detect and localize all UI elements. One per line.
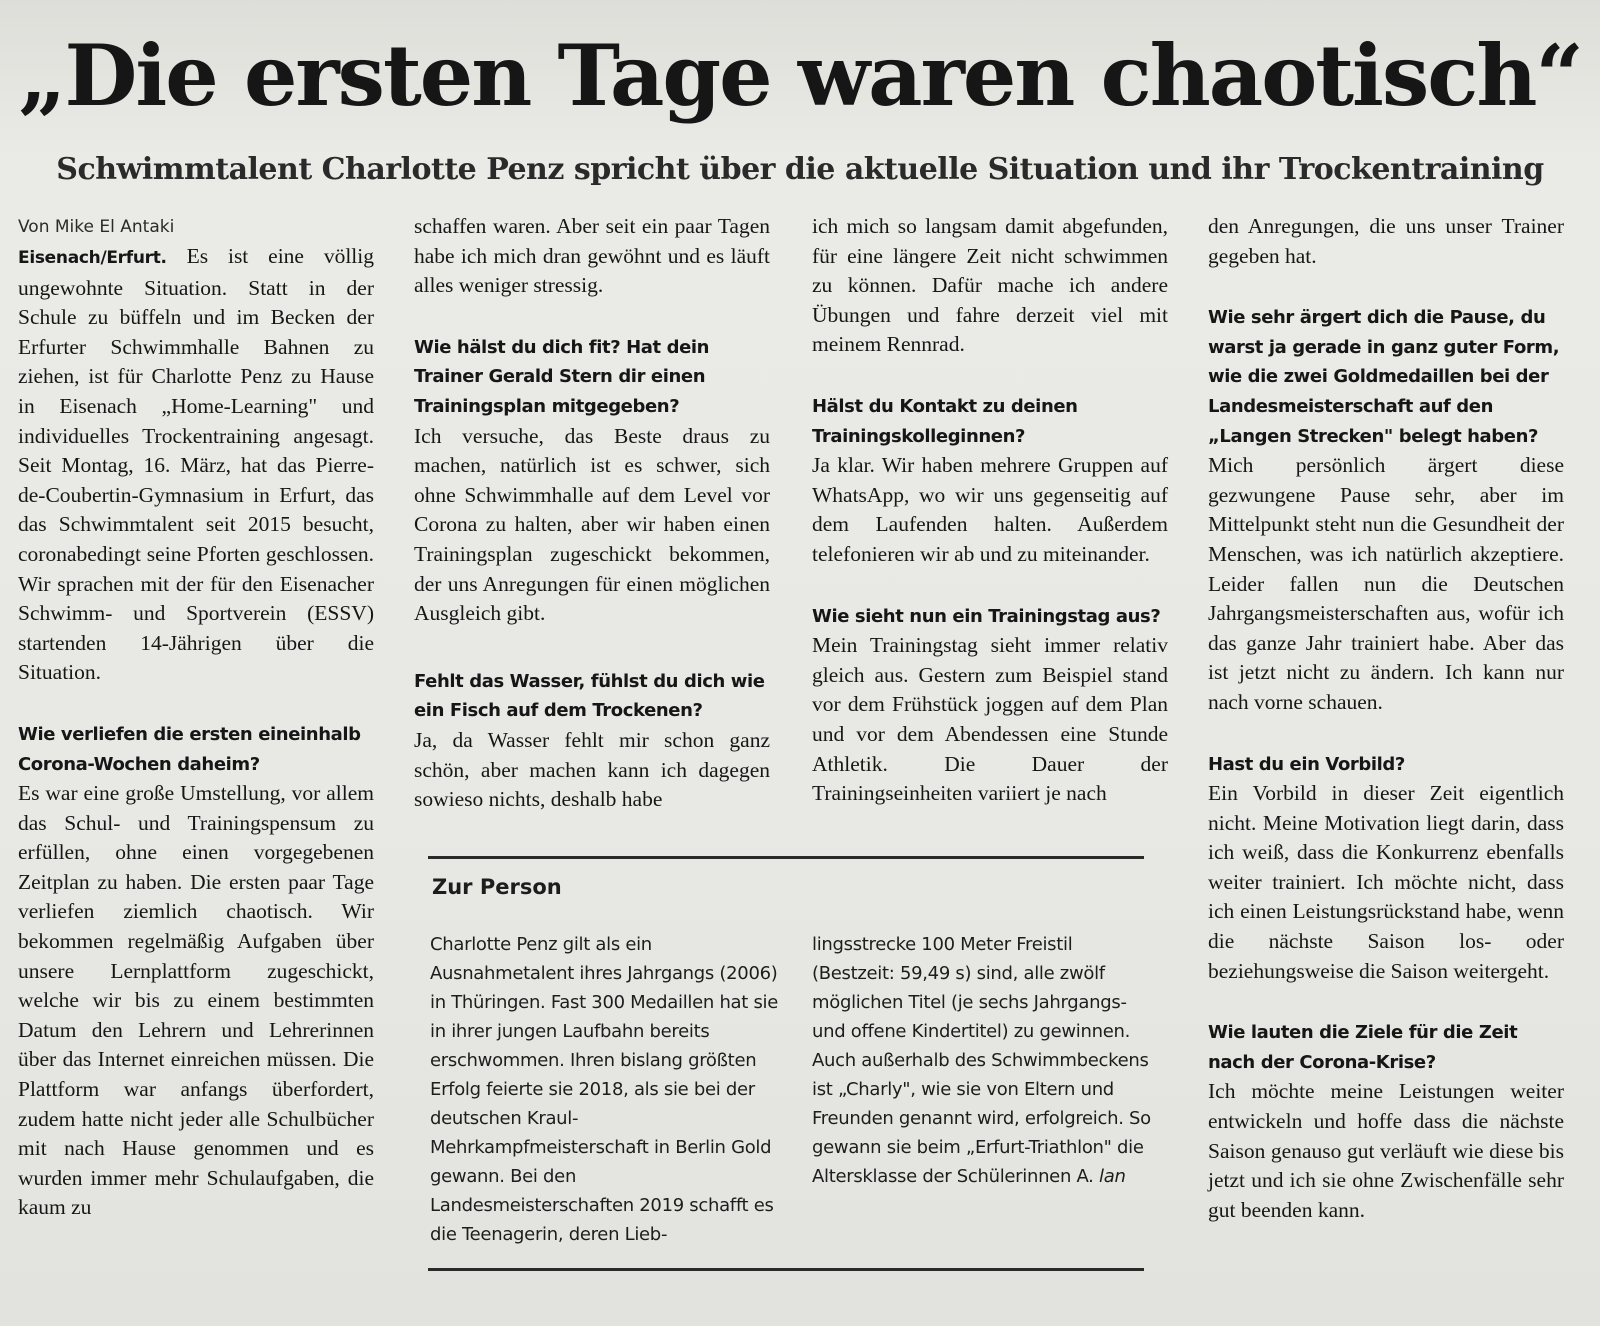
question-3: Fehlt das Wasser, fühlst du dich wie ein Fisch auf dem Trockenen? — [414, 670, 765, 722]
question-6: Wie sehr ärgert dich die Pause, du warst ja gerade in ganz guter Form, wie die zwei Goldmedaillen bei der Landesmeisterschaft auf den „Langen Strecken" belegt haben? — [1208, 307, 1560, 447]
question-8: Wie lauten die Ziele für die Zeit nach der Corona-Krise? — [1208, 1022, 1518, 1073]
answer-7: Ein Vorbild in dieser Zeit eigentlich nicht. Meine Motivation liegt darin, dass ich weiß, dass die Konkurrenz ebenfalls weiter trainiert. Ich möchte nicht, dass ich einen Leistungsrückstand habe, wenn die nächste Saison los- oder beziehungsweise die Saison weitergeht. — [1208, 781, 1564, 983]
article-column-3 — [812, 212, 1168, 809]
answer-3: Ja, da Wasser fehlt mir schon ganz schön, aber machen kann ich dagegen sowieso nichts, deshalb habe — [414, 727, 770, 812]
answer-3-continued: ich mich so langsam damit abgefunden, für eine längere Zeit nicht schwimmen zu können. Dafür mache ich andere Übungen und fahre derzeit viel mit meinem Rennrad. — [812, 214, 1168, 357]
headline: „Die ersten Tage waren chaotisch“ — [18, 26, 1582, 125]
info-box-text-2b-paragraph — [812, 1046, 1152, 1191]
dateline: Eisenach/Erfurt. — [18, 248, 167, 268]
intro-text: Es ist eine völlig ungewohnte Situation. Statt in der Schule zu büffeln und im Becken der Erfurter Schwimmhalle Bahnen zu ziehen, ist für Charlotte Penz zu Hause in Eisenach „Home-Learning" und individuelles Trockentraining angesagt. Seit Montag, 16. März, hat das Pierre-de-Coubertin-Gymnasium in Erfurt, das das Schwimmtalent seit 2015 besucht, coronabedingt seine Pforten geschlossen. Wir sprachen mit der für den Eisenacher Schwimm- und Sportverein (ESSV) startenden 14-Jährigen über die Situation. — [18, 244, 374, 685]
info-box-text-1: Charlotte Penz gilt als ein Ausnahmetalent ihres Jahrgangs (2006) in Thüringen. Fast 300 Medaillen hat sie in ihrer jungen Laufbahn bereits erschwommen. Ihren bislang größten Erfolg feierte sie 2018, als sie bei der deutschen Kraul-Mehrkampfmeisterschaft in Berlin Gold gewann. Bei den Landesmeisterschaften 2019 schafft es die Teenagerin, deren Lieb- — [430, 934, 779, 1245]
byline: Von Mike El Antaki — [18, 217, 175, 237]
article-column-2 — [414, 212, 770, 815]
info-box-column-2 — [812, 930, 1152, 1191]
question-4: Hälst du Kontakt zu deinen Trainingskolleginnen? — [812, 395, 1078, 447]
answer-1-continued: schaffen waren. Aber seit ein paar Tagen habe ich mich dran gewöhnt und es läuft alles weniger stressig. — [414, 214, 770, 298]
answer-1: Es war eine große Umstellung, vor allem das Schul- und Trainingspensum zu erfüllen, ohne einen vorgegebenen Zeitplan zu haben. Die ersten paar Tage verliefen ziemlich chaotisch. Wir bekommen regelmäßig Aufgaben über unsere Lernplattform zugeschickt, welche wir bis zu einem bestimmten Datum den Lehrern und Lehrerinnen über das Internet einreichen müssen. Die Plattform war anfangs überfordert, zudem hatte nicht jeder alle Schulbücher mit nach Hause genommen und es wurden immer mehr Schulaufgaben, die kaum zu — [18, 781, 374, 1220]
answer-4: Ja klar. Wir haben mehrere Gruppen auf WhatsApp, wo wir uns gegenseitig auf dem Laufenden halten. Außerdem telefonieren wir ab und zu miteinander. — [812, 453, 1168, 566]
info-box-column-1 — [430, 930, 780, 1249]
intro-paragraph — [18, 242, 374, 688]
question-7: Hast du ein Vorbild? — [1208, 753, 1405, 775]
info-box-top-rule — [428, 856, 1144, 859]
answer-6: Mich persönlich ärgert diese gezwungene Pause sehr, aber im Mittelpunkt steht nun die Gesundheit der Menschen, was ich natürlich akzeptiere. Leider fallen nun die Deutschen Jahrgangsmeisterschaften aus, wofür ich das ganze Jahr trainiert habe. Aber das ist jetzt nicht zu ändern. Ich kann nur nach vorne schauen. — [1208, 453, 1564, 714]
answer-2: Ich versuche, das Beste draus zu machen, natürlich ist es schwer, sich ohne Schwimmhalle auf dem Level vor Corona zu halten, aber wir haben einen Trainingsplan zugeschickt bekommen, der uns Anregungen für einen möglichen Ausgleich gibt. — [414, 423, 770, 626]
info-box-bottom-rule — [428, 1268, 1144, 1271]
article-column-1 — [18, 212, 374, 1223]
answer-5: Mein Trainingstag sieht immer relativ gleich aus. Gestern zum Beispiel stand vor dem Frühstück joggen auf dem Plan und vor dem Abendessen eine Stunde Athletik. Die Dauer der Trainingseinheiten variiert je nach — [812, 633, 1168, 806]
info-box-text-2b: Auch außerhalb des Schwimmbeckens ist „Charly", wie sie von Eltern und Freunden genannt wird, erfolgreich. So gewann sie beim „Erfurt-Triathlon" die Altersklasse der Schülerinnen A. — [812, 1050, 1151, 1187]
question-2: Wie hälst du dich fit? Hat dein Trainer Gerald Stern dir einen Trainingsplan mitgegeben? — [414, 336, 710, 417]
question-5: Wie sieht nun ein Trainingstag aus? — [812, 605, 1161, 627]
author-signature: lan — [1099, 1166, 1126, 1187]
answer-8: Ich möchte meine Leistungen weiter entwickeln und hoffe dass die nächste Saison genauso gut verläuft wie diese bis jetzt und ich sie ohne Zwischenfälle sehr gut beenden kann. — [1208, 1079, 1564, 1222]
info-box-title: Zur Person — [432, 875, 562, 899]
answer-5-continued: den Anregungen, die uns unser Trainer gegeben hat. — [1208, 214, 1564, 268]
info-box-text-2a: lingsstrecke 100 Meter Freistil (Bestzeit: 59,49 s) sind, alle zwölf möglichen Titel (je sechs Jahrgangs- und offene Kindertitel) zu gewinnen. — [812, 934, 1130, 1042]
article-column-4 — [1208, 212, 1564, 1225]
question-1: Wie verliefen die ersten eineinhalb Corona-Wochen daheim? — [18, 723, 361, 775]
subheadline: Schwimmtalent Charlotte Penz spricht über die aktuelle Situation und ihr Trockentraining — [56, 152, 1544, 187]
